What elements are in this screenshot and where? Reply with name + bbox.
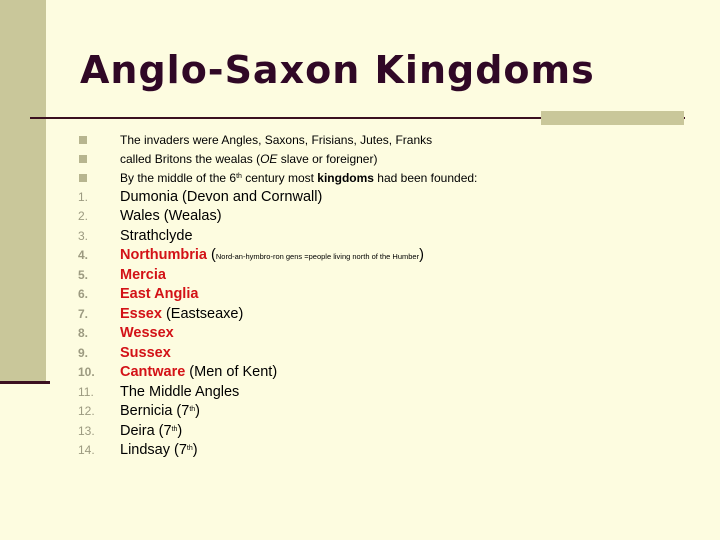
list-number: 9.	[78, 345, 89, 360]
kingdom-name: Wessex	[120, 325, 174, 342]
kingdom-name: Deira (7th)	[120, 422, 183, 439]
list-number: 5.	[78, 267, 89, 282]
list-number: 13.	[78, 423, 95, 438]
square-bullet-icon	[79, 155, 87, 163]
kingdom-name: Cantware (Men of Kent)	[120, 364, 278, 381]
kingdom-name: Dumonia (Devon and Cornwall)	[120, 188, 323, 205]
sidebar-underline	[0, 381, 50, 384]
list-number: 6.	[78, 287, 89, 302]
kingdom-name: Northumbria (Nord-an-hymbro-ron gens =people living north of the Humber)	[120, 247, 424, 264]
list-number: 14.	[78, 443, 95, 458]
title-accent-block	[541, 111, 684, 125]
list-item	[78, 363, 708, 383]
square-bullet-icon	[79, 136, 87, 144]
list-item	[78, 343, 708, 363]
kingdom-name: The Middle Angles	[120, 383, 240, 400]
kingdom-name: Bernicia (7th)	[120, 403, 200, 420]
slide-content	[78, 130, 708, 460]
list-item	[78, 246, 708, 266]
sidebar-decoration	[0, 0, 46, 381]
list-item	[78, 226, 708, 246]
kingdom-name: Strathclyde	[120, 227, 193, 244]
kingdom-name: Sussex	[120, 344, 171, 361]
kingdom-name: Mercia	[120, 266, 166, 283]
list-item	[78, 441, 708, 461]
list-number: 2.	[78, 209, 89, 224]
list-item	[78, 421, 708, 441]
bullet-text: The invaders were Angles, Saxons, Frisians, Jutes, Franks	[120, 132, 433, 147]
bullet-text: By the middle of the 6th century most kingdoms had been founded:	[120, 170, 478, 185]
bullet-item	[78, 130, 708, 149]
kingdom-name: Wales (Wealas)	[120, 208, 222, 225]
list-item	[78, 402, 708, 422]
list-item	[78, 265, 708, 285]
list-item	[78, 382, 708, 402]
list-number: 7.	[78, 306, 89, 321]
kingdom-name: East Anglia	[120, 286, 199, 303]
square-bullet-icon	[79, 174, 87, 182]
list-number: 8.	[78, 326, 89, 341]
list-number: 4.	[78, 248, 89, 263]
list-number: 12.	[78, 404, 95, 419]
list-item	[78, 304, 708, 324]
list-number: 1.	[78, 189, 89, 204]
list-number: 3.	[78, 228, 89, 243]
bullet-text: called Britons the wealas (OE slave or foreigner)	[120, 151, 378, 166]
list-number: 11.	[78, 384, 94, 399]
bullet-item	[78, 149, 708, 168]
list-item	[78, 285, 708, 305]
kingdom-name: Essex (Eastseaxe)	[120, 305, 244, 322]
list-item	[78, 207, 708, 227]
bullet-item	[78, 168, 708, 187]
list-item	[78, 187, 708, 207]
slide-title: Anglo-Saxon Kingdoms	[80, 48, 595, 92]
list-item	[78, 324, 708, 344]
kingdom-name: Lindsay (7th)	[120, 442, 198, 459]
list-number: 10.	[78, 365, 95, 380]
